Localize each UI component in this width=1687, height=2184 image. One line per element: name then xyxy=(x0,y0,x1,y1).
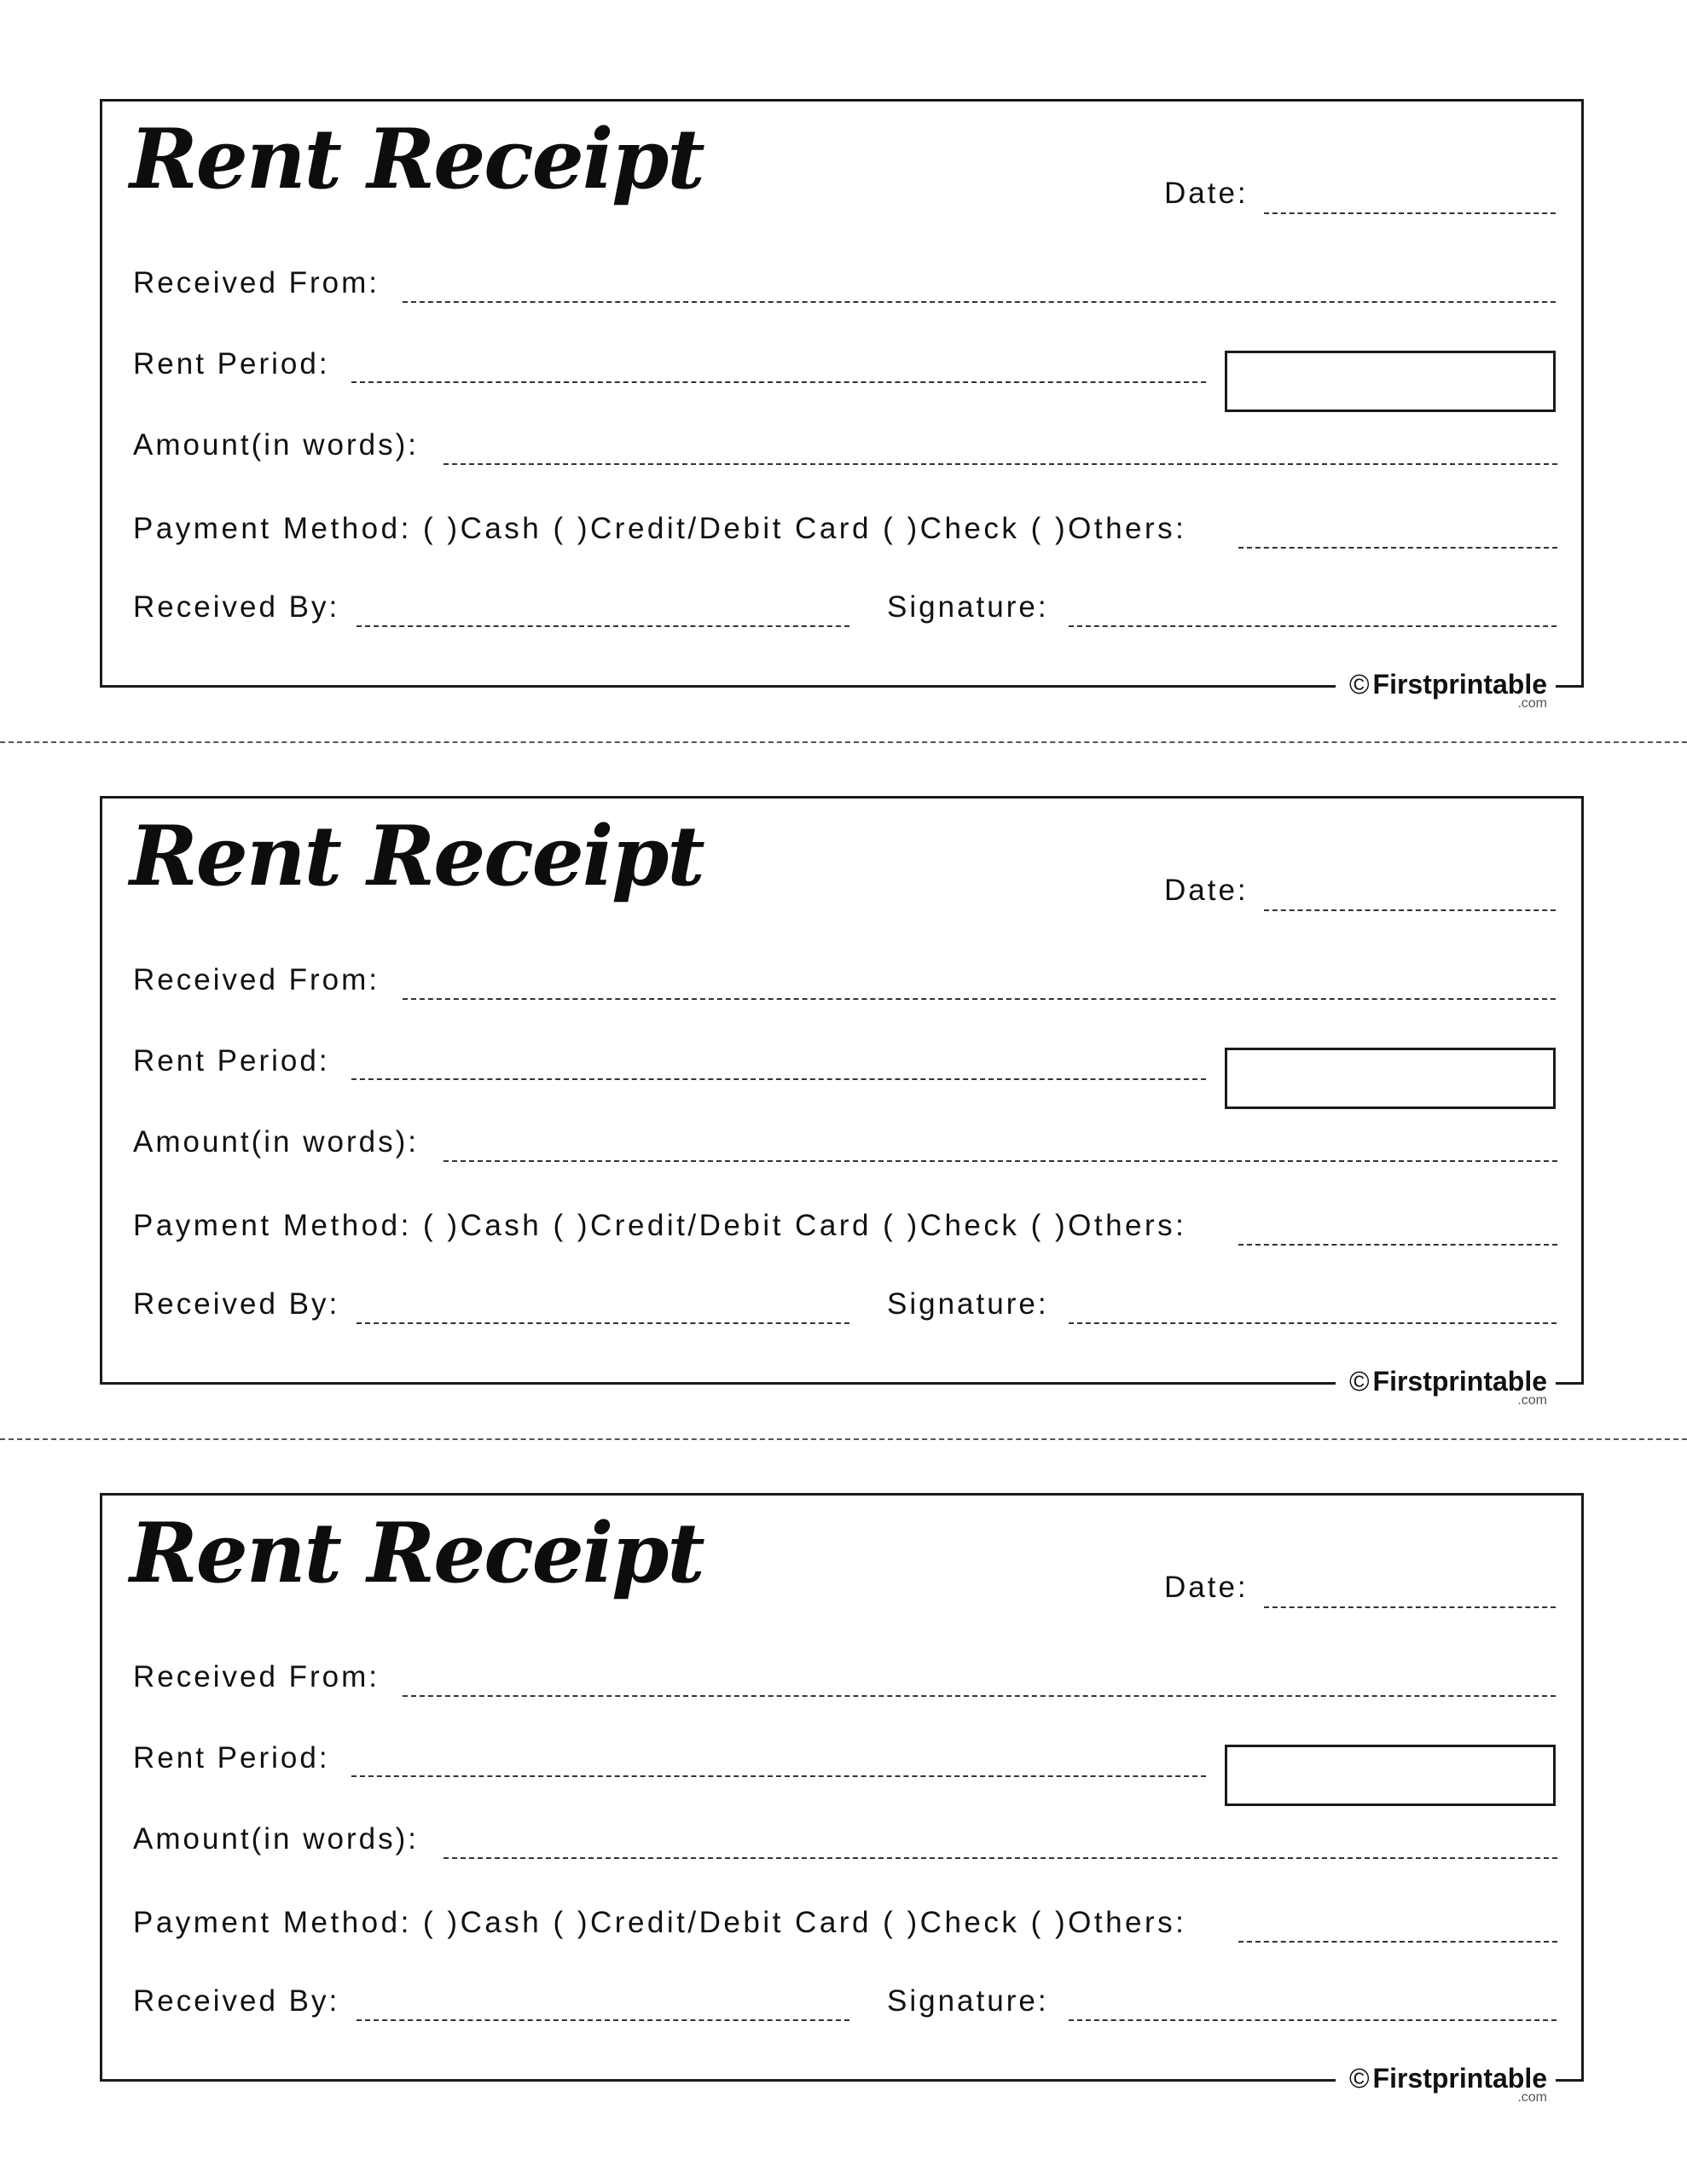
payment-others-line[interactable] xyxy=(1238,1941,1557,1943)
date-line[interactable] xyxy=(1264,1606,1556,1608)
brand-logo xyxy=(1336,2062,1556,2105)
rent-receipt-1 xyxy=(100,99,1584,711)
date-label: Date: xyxy=(1164,874,1249,907)
signature-line[interactable] xyxy=(1069,1322,1557,1324)
amount-in-words-label: Amount(in words): xyxy=(133,1125,419,1159)
received-from-label: Received From: xyxy=(133,1660,380,1693)
received-by-label: Received By: xyxy=(133,1984,340,2018)
rent-period-line[interactable] xyxy=(351,1775,1206,1777)
signature-line[interactable] xyxy=(1069,2019,1557,2021)
brand-name: Firstprintable xyxy=(1372,1366,1547,1397)
received-by-label: Received By: xyxy=(133,1287,340,1321)
signature-label: Signature: xyxy=(887,1984,1049,2018)
rent-receipt-2 xyxy=(100,796,1584,1408)
received-by-line[interactable] xyxy=(357,1322,849,1324)
signature-line[interactable] xyxy=(1069,625,1557,627)
rent-period-line[interactable] xyxy=(351,381,1206,383)
payment-others-line[interactable] xyxy=(1238,1244,1557,1246)
payment-method-label: Payment Method: ( )Cash ( )Credit/Debit Card ( )Check ( )Others: xyxy=(133,512,1187,545)
brand-name: Firstprintable xyxy=(1372,2063,1547,2094)
payment-method-label: Payment Method: ( )Cash ( )Credit/Debit Card ( )Check ( )Others: xyxy=(133,1906,1187,1939)
brand-suffix: .com xyxy=(1517,696,1547,711)
received-by-label: Received By: xyxy=(133,590,340,624)
amount-box[interactable] xyxy=(1225,1048,1556,1109)
rent-period-label: Rent Period: xyxy=(133,1044,330,1077)
date-label: Date: xyxy=(1164,1571,1249,1604)
signature-label: Signature: xyxy=(887,1287,1049,1321)
amount-in-words-line[interactable] xyxy=(443,1160,1557,1162)
brand-name: Firstprintable xyxy=(1372,669,1547,700)
copyright-symbol: © xyxy=(1348,1366,1370,1397)
payment-others-line[interactable] xyxy=(1238,547,1557,549)
rent-period-line[interactable] xyxy=(351,1078,1206,1080)
received-from-line[interactable] xyxy=(403,998,1556,1000)
brand-suffix: .com xyxy=(1517,2090,1547,2105)
amount-in-words-label: Amount(in words): xyxy=(133,428,419,462)
rent-period-label: Rent Period: xyxy=(133,347,330,380)
payment-method-label: Payment Method: ( )Cash ( )Credit/Debit Card ( )Check ( )Others: xyxy=(133,1209,1187,1242)
received-from-label: Received From: xyxy=(133,963,380,996)
received-by-line[interactable] xyxy=(357,2019,849,2021)
amount-in-words-line[interactable] xyxy=(443,1857,1557,1859)
received-by-line[interactable] xyxy=(357,625,849,627)
brand-logo xyxy=(1336,668,1556,711)
rent-period-label: Rent Period: xyxy=(133,1741,330,1774)
received-from-line[interactable] xyxy=(403,301,1556,303)
receipt-title: Rent Receipt xyxy=(130,1505,704,1601)
receipt-title: Rent Receipt xyxy=(130,111,704,207)
cut-line xyxy=(0,1438,1687,1440)
brand-logo xyxy=(1336,1365,1556,1408)
amount-in-words-label: Amount(in words): xyxy=(133,1822,419,1856)
brand-suffix: .com xyxy=(1517,1393,1547,1408)
received-from-label: Received From: xyxy=(133,266,380,299)
signature-label: Signature: xyxy=(887,590,1049,624)
copyright-symbol: © xyxy=(1348,2063,1370,2094)
received-from-line[interactable] xyxy=(403,1695,1556,1697)
amount-box[interactable] xyxy=(1225,1745,1556,1806)
date-line[interactable] xyxy=(1264,909,1556,911)
copyright-symbol: © xyxy=(1348,669,1370,700)
cut-line xyxy=(0,741,1687,743)
date-line[interactable] xyxy=(1264,212,1556,214)
date-label: Date: xyxy=(1164,177,1249,210)
amount-in-words-line[interactable] xyxy=(443,463,1557,465)
amount-box[interactable] xyxy=(1225,351,1556,412)
rent-receipt-3 xyxy=(100,1493,1584,2105)
receipt-title: Rent Receipt xyxy=(130,808,704,904)
